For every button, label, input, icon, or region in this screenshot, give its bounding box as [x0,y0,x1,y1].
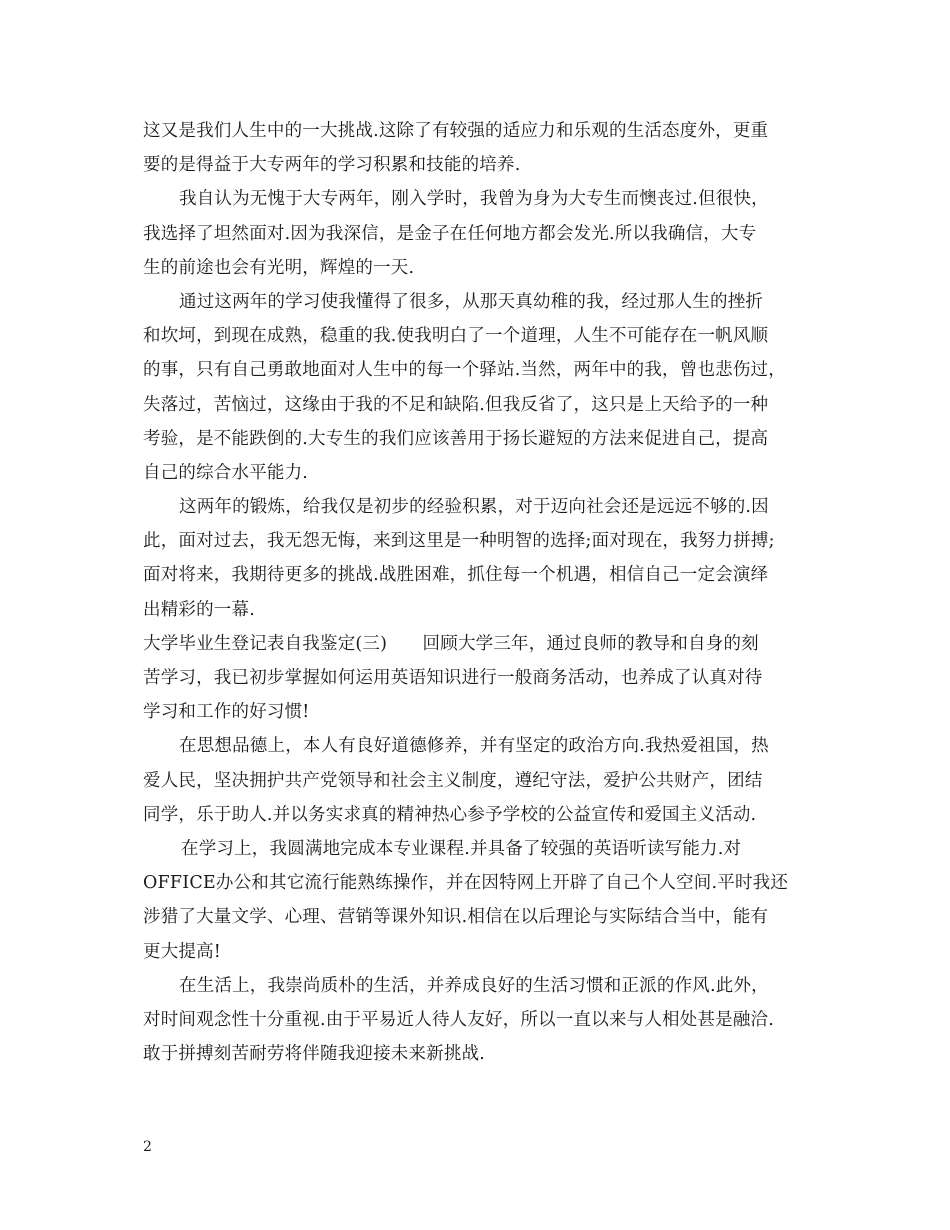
text-line: 在生活上，我崇尚质朴的生活，并养成良好的生活习惯和正派的作风.此外， [179,975,769,996]
section-heading-line: 大学毕业生登记表自我鉴定(三) 回顾大学三年，通过良师的教导和自身的刻 [143,633,759,654]
text-line: 要的是得益于大专两年的学习积累和技能的培养. [143,155,521,176]
text-line: 我自认为无愧于大专两年，刚入学时，我曾为身为大专生而懊丧过.但很快， [179,189,769,210]
text-line: 通过这两年的学习使我懂得了很多，从那天真幼稚的我，经过那人生的挫折 [179,291,764,312]
text-line: OFFICE办公和其它流行能熟练操作，并在因特网上开辟了自己个人空间.平时我还 [143,873,789,894]
text-line: 自己的综合水平能力. [143,462,309,483]
text-line: 此，面对过去，我无怨无悔，来到这里是一种明智的选择;面对现在，我努力拼搏; [143,531,775,552]
text-line: 苦学习，我已初步掌握如何运用英语知识进行一般商务活动，也养成了认真对待 [143,668,763,688]
text-line: 面对将来，我期待更多的挑战.战胜困难，抓住每一个机遇，相信自己一定会演绎 [143,565,769,586]
text-line: 学习和工作的好习惯! [143,702,310,723]
text-line: 更大提高! [143,941,222,962]
text-line: 在学习上，我圆满地完成本专业课程.并具备了较强的英语听读写能力.对 [181,838,742,859]
text-line: 出精彩的一幕. [143,599,255,620]
text-line: 在思想品德上，本人有良好道德修养，并有坚定的政治方向.我热爱祖国，热 [179,736,769,757]
text-line: 的事，只有自己勇敢地面对人生中的每一个驿站.当然，两年中的我，曾也悲伤过， [143,360,786,381]
text-line: 考验，是不能跌倒的.大专生的我们应该善用于扬长避短的方法来促进自己，提高 [143,428,769,449]
text-line: 这两年的锻炼，给我仅是初步的经验积累，对于迈向社会还是远远不够的.因 [179,497,769,518]
page-number: 2 [143,1139,152,1155]
text-line: 生的前途也会有光明，辉煌的一天. [143,257,415,278]
text-line: 我选择了坦然面对.因为我深信，是金子在任何地方都会发光.所以我确信，大专 [143,223,757,244]
text-line: 同学，乐于助人.并以务实求真的精神热心参予学校的公益宣传和爱国主义活动. [143,804,757,825]
text-line: 涉猎了大量文学、心理、营销等课外知识.相信在以后理论与实际结合当中，能有 [143,907,769,928]
text-line: 这又是我们人生中的一大挑战.这除了有较强的适应力和乐观的生活态度外，更重 [143,121,769,141]
text-line: 敢于拼搏刻苦耐劳将伴随我迎接未来新挑战. [143,1044,486,1065]
body-text [143,114,813,1071]
text-line: 和坎坷，到现在成熟，稳重的我.使我明白了一个道理，人生不可能存在一帆风顺 [143,326,769,347]
text-line: 爱人民，坚决拥护共产党领导和社会主义制度，遵纪守法，爱护公共财产，团结 [143,770,763,791]
text-line: 对时间观念性十分重视.由于平易近人待人友好，所以一直以来与人相处甚是融洽. [143,1009,775,1030]
text-line: 失落过，苦恼过，这缘由于我的不足和缺陷.但我反省了，这只是上天给予的一种 [143,394,769,415]
